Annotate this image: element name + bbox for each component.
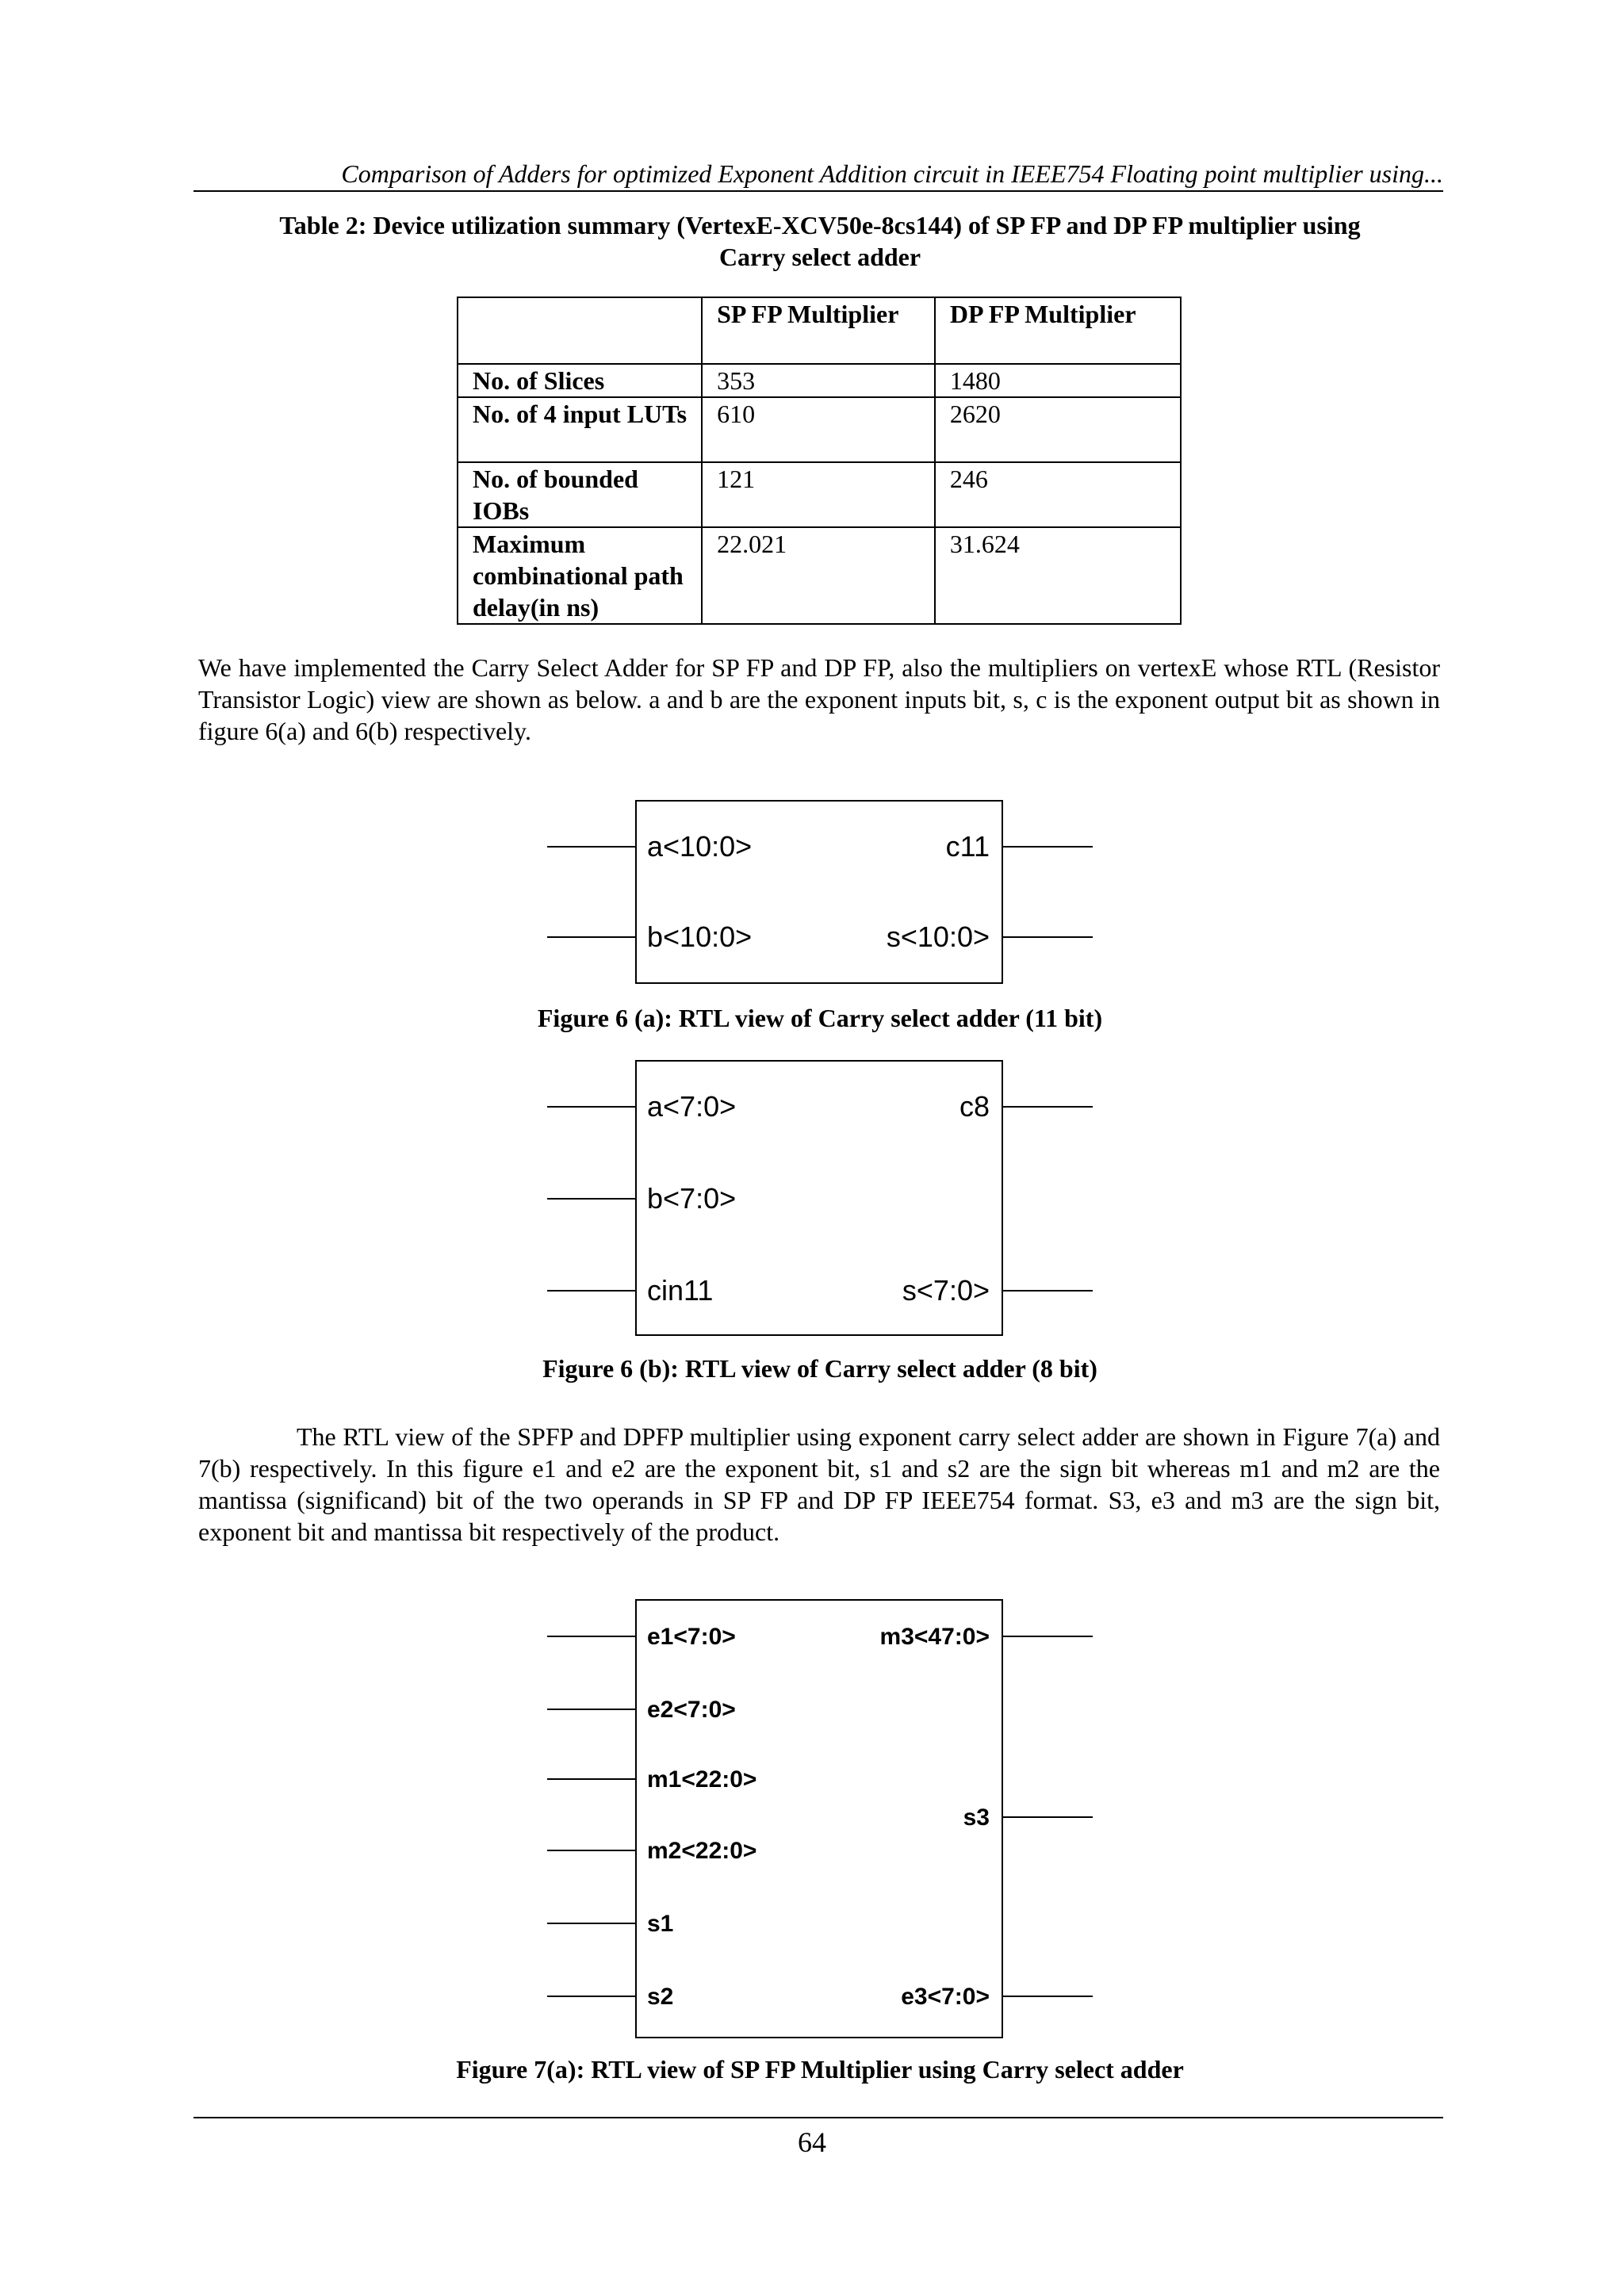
fig7a-port-s1: s1 [647,1911,674,1937]
table2-caption-line2: Carry select adder [718,243,921,271]
fig6a-caption: Figure 6 (a): RTL view of Carry select adder (11 bit) [537,1004,1103,1032]
cell-sp: 121 [702,462,935,527]
cell-dp: 31.624 [935,527,1181,624]
fig7a-caption: Figure 7(a): RTL view of SP FP Multiplier using Carry select adder [456,2055,1184,2084]
paragraph-intro: We have implemented the Carry Select Adder for SP FP and DP FP, also the multipliers on vertexE whose RTL (Resistor Transistor Logic) view are shown as below. a and b are the exponent inputs bit, s, c is the exponent output bit as shown in figure 6(a) and 6(b) respectively. [198,653,1440,745]
fig6a-port-b: b<10:0> [647,920,753,953]
fig7a-port-s2: s2 [647,1984,674,2010]
cell-dp: 1480 [935,364,1181,397]
fig6a-port-c11: c11 [945,830,990,863]
fig7a-port-e3: e3<7:0> [901,1984,990,2010]
footer-rule [193,2117,1443,2118]
fig6a-port-a: a<10:0> [647,830,753,863]
fig7a-port-m2: m2<22:0> [647,1838,757,1864]
fig7a-diagram [547,1600,1093,2038]
fig6b-diagram [547,1061,1093,1335]
fig6b-port-c8: c8 [959,1090,990,1123]
paragraph-multiplier: The RTL view of the SPFP and DPFP multiplier using exponent carry select adder are shown in Figure 7(a) and 7(b) respectively. In this figure e1 and e2 are the exponent bit, s1 and s2 are the sign bit whereas m1 and m2 are the mantissa (significand) bit of the two operands in SP FP and DP FP IEEE754 format. S3, e3 and m3 are the sign bit, exponent bit and mantissa bit respectively of the product. [198,1422,1440,1546]
fig7a-port-e1: e1<7:0> [647,1624,736,1650]
fig6b-port-a: a<7:0> [647,1090,737,1123]
cell-sp: 353 [702,364,935,397]
table2-caption-line1: Table 2: Device utilization summary (VertexE-XCV50e-8cs144) of SP FP and DP FP multiplier using [279,211,1361,239]
fig6a-diagram [547,801,1093,983]
cell-dp: 246 [935,462,1181,527]
fig6b-port-cin: cin11 [647,1274,714,1307]
fig6a-block [636,801,1002,983]
cell-dp: 2620 [935,397,1181,462]
fig7a-port-s3: s3 [963,1804,990,1831]
row-label: No. of bounded IOBs [458,462,702,527]
row-label: No. of Slices [458,364,702,397]
fig7a-block [636,1600,1002,2038]
cell-sp: 610 [702,397,935,462]
page-number: 64 [798,2126,826,2158]
fig6b-port-b: b<7:0> [647,1182,737,1215]
fig7a-port-m1: m1<22:0> [647,1766,757,1793]
cell-sp: 22.021 [702,527,935,624]
col-header-sp: SP FP Multiplier [702,297,935,364]
fig6b-caption: Figure 6 (b): RTL view of Carry select adder (8 bit) [542,1354,1097,1383]
fig6a-port-s: s<10:0> [886,920,990,953]
fig6b-port-s: s<7:0> [902,1274,990,1307]
running-head: Comparison of Adders for optimized Exponent Addition circuit in IEEE754 Floating point multiplier using... [341,159,1443,188]
fig7a-port-e2: e2<7:0> [647,1697,736,1723]
col-header-dp: DP FP Multiplier [935,297,1181,364]
row-label: No. of 4 input LUTs [458,397,702,462]
row-label: Maximum combinational path delay(in ns) [458,527,702,624]
fig7a-port-m3: m3<47:0> [879,1624,990,1650]
